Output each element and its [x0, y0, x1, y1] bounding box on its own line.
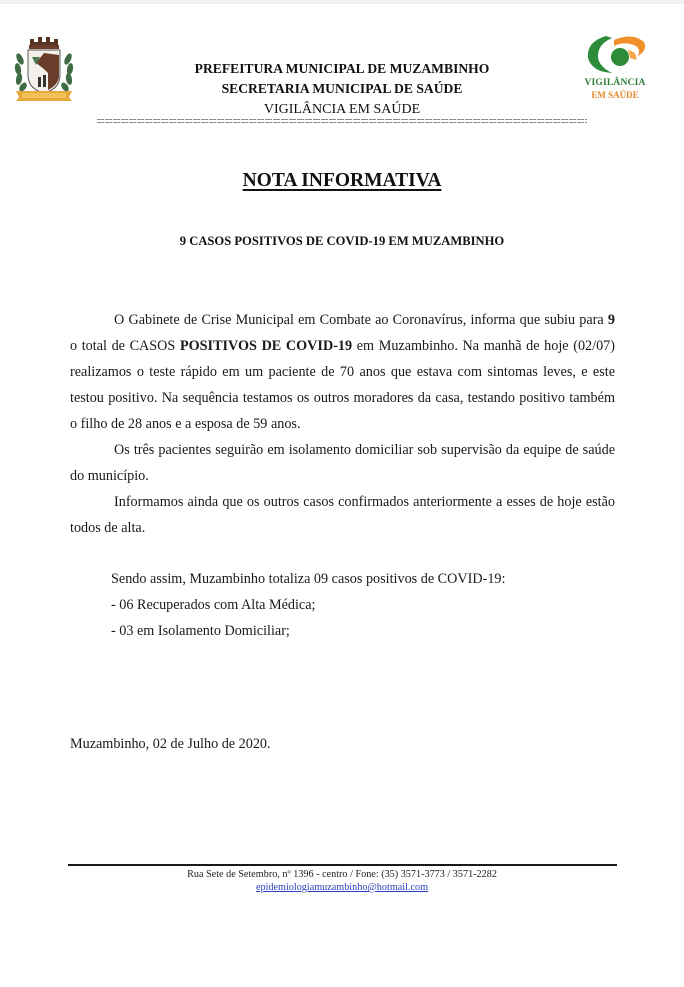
header-secretaria: SECRETARIA MUNICIPAL DE SAÚDE: [221, 81, 463, 96]
p1-bold-count: 9: [607, 312, 615, 328]
paragraph-1: [70, 307, 615, 437]
p1-bold-positivos: POSITIVOS DE COVID-19: [179, 338, 353, 354]
footer-address: Rua Sete de Setembro, nº 1396 - centro / Fone: (35) 3571-3773 / 3571-2282: [187, 869, 497, 880]
top-bar: [0, 0, 684, 4]
document-subtitle: 9 CASOS POSITIVOS DE COVID-19 EM MUZAMBINHO: [179, 234, 505, 248]
p1-part3: em Muzambinho. Na manhã de hoje (02/07) realizamos o teste rápido em um paciente de 70 anos que estava com sintomas leves, e este testou positivo. Na sequência testamos os outros moradores da casa, testando positivo também o filho de 28 anos e a esposa de 59 anos.: [70, 338, 616, 432]
summary-item-isolation: - 03 em Isolamento Domiciliar;: [111, 623, 290, 639]
coat-of-arms-icon: [12, 33, 76, 103]
header-vigilancia: VIGILÂNCIA EM SAÚDE: [263, 102, 421, 117]
logo-text-em-saude: EM SAÚDE: [591, 90, 639, 100]
footer-email-link[interactable]: epidemiologiamuzambinho@hotmail.com: [255, 882, 429, 893]
vigilancia-em-saude-logo: [578, 30, 652, 102]
vigilancia-swoosh-icon: [578, 30, 652, 78]
case-summary: [111, 566, 611, 644]
summary-item-recovered: - 06 Recuperados com Alta Médica;: [111, 597, 316, 613]
paragraph-2: Os três pacientes seguirão em isolamento domiciliar sob supervisão da equipe de saúde do município.: [70, 442, 615, 484]
paragraph-3: Informamos ainda que os outros casos confirmados anteriormente a esses de hoje estão todos de alta.: [70, 494, 615, 536]
summary-intro: Sendo assim, Muzambinho totaliza 09 casos positivos de COVID-19:: [111, 571, 506, 587]
document-body: [70, 307, 615, 541]
header-separator: [97, 117, 587, 126]
p1-part2: o total de CASOS: [70, 338, 180, 354]
document-title: [0, 170, 684, 192]
letterhead: [140, 59, 544, 120]
logo-text-vigilancia: VIGILÂNCIA: [584, 78, 646, 88]
footer-divider: [68, 864, 617, 866]
p1-part1: O Gabinete de Crise Municipal em Combate ao Coronavírus, informa que subiu para: [114, 312, 608, 328]
header-prefeitura: PREFEITURA MUNICIPAL DE MUZAMBINHO: [194, 61, 490, 76]
date-line: Muzambinho, 02 de Julho de 2020.: [70, 736, 271, 752]
footer: [0, 868, 684, 894]
document-title-text: NOTA INFORMATIVA: [242, 170, 442, 191]
